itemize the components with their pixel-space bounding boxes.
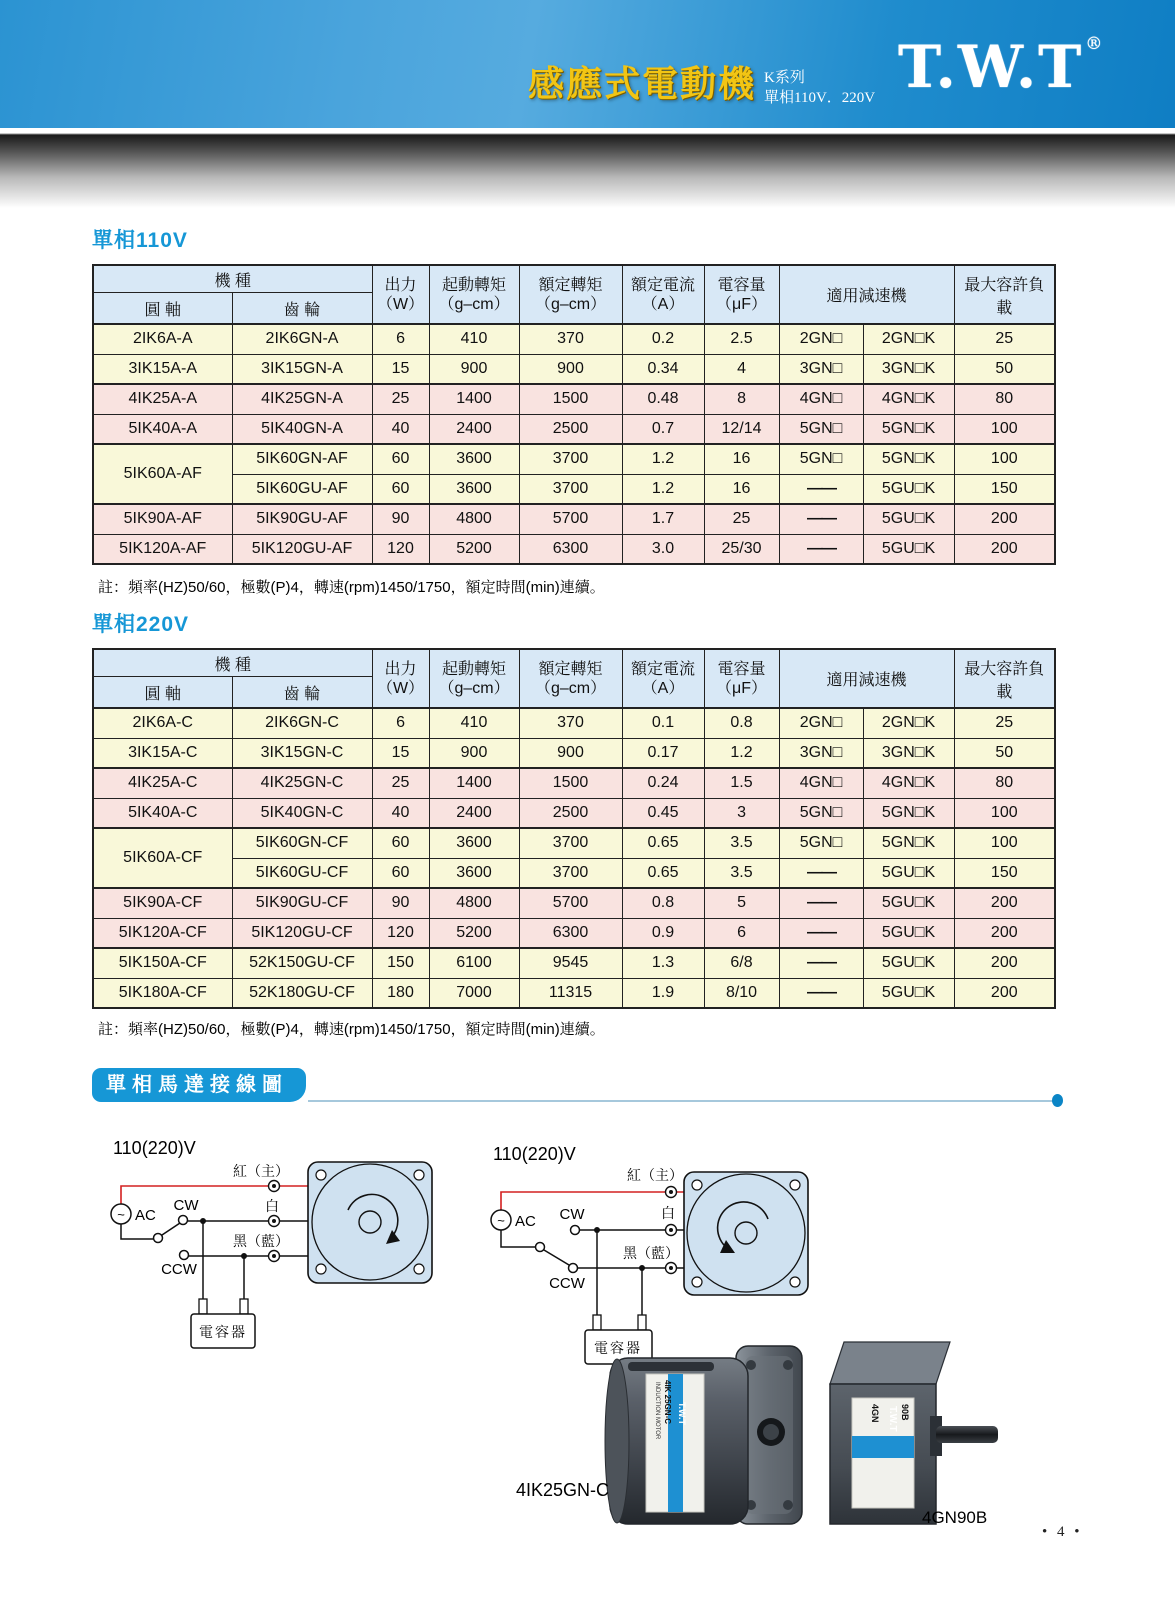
svg-text:4IK 25GN-C: 4IK 25GN-C (663, 1380, 672, 1425)
cell-start: 410 (429, 708, 519, 738)
cell-uf: 25/30 (704, 534, 779, 564)
switch-pivot (536, 1243, 545, 1252)
table-row (93, 708, 1055, 738)
section-title-220v: 單相220V (92, 613, 190, 636)
cell-rated: 2500 (519, 414, 622, 444)
cell-amp: 1.3 (622, 948, 704, 978)
cell-gnk: 5GU□K (863, 534, 954, 564)
cell-rated: 11315 (519, 978, 622, 1008)
cell-gnk: 5GN□K (863, 414, 954, 444)
banner-underline (308, 1100, 1056, 1102)
table-row (93, 474, 1055, 504)
red-main-label: 紅（主） (627, 1167, 683, 1183)
cell-load: 100 (954, 798, 1055, 828)
page-number: • 4 • (1042, 1524, 1083, 1540)
cell-gn: —— (779, 504, 863, 534)
cell-amp: 0.65 (622, 828, 704, 858)
cell-start: 5200 (429, 534, 519, 564)
cell-uf: 6 (704, 918, 779, 948)
cell-start: 7000 (429, 978, 519, 1008)
black-blue-label: 黑（藍） (233, 1233, 289, 1249)
cell-shaft: 3IK15A-A (93, 354, 232, 384)
table-row (93, 828, 1055, 858)
ccw-contact (569, 1264, 578, 1273)
cell-gnk: 5GU□K (863, 978, 954, 1008)
cell-uf: 8 (704, 384, 779, 414)
cell-w: 25 (372, 768, 429, 798)
col-output: 出力 （W） (372, 265, 429, 324)
voltage-label: 110(220)V (493, 1144, 576, 1164)
col-rated-torque: 額定轉矩 （g–cm） (519, 265, 622, 324)
col-start-torque: 起動轉矩 （g–cm） (429, 265, 519, 324)
cell-gnk: 3GN□K (863, 738, 954, 768)
gearbox-sticker (852, 1398, 914, 1508)
cell-w: 6 (372, 708, 429, 738)
cell-rated: 3700 (519, 858, 622, 888)
cell-gnk: 5GN□K (863, 444, 954, 474)
cell-amp: 0.9 (622, 918, 704, 948)
cell-w: 60 (372, 474, 429, 504)
cell-uf: 5 (704, 888, 779, 918)
wiring-diagram-cw (95, 1118, 445, 1368)
cell-gear: 5IK120GU-AF (232, 534, 372, 564)
cell-uf: 6/8 (704, 948, 779, 978)
switch-pivot (154, 1234, 163, 1243)
cell-gn: —— (779, 978, 863, 1008)
cell-gn: 4GN□ (779, 768, 863, 798)
cell-amp: 0.24 (622, 768, 704, 798)
cell-start: 3600 (429, 444, 519, 474)
cw-label: CW (559, 1206, 585, 1223)
cell-shaft: 5IK40A-A (93, 414, 232, 444)
col-gearhead: 適用減速機 (779, 265, 954, 324)
cw-contact (179, 1216, 188, 1225)
cell-start: 2400 (429, 798, 519, 828)
cell-rated: 5700 (519, 504, 622, 534)
cell-rated: 6300 (519, 534, 622, 564)
spec-table-110v (92, 264, 1056, 565)
col-gear-shaft: 齒 輪 (232, 293, 372, 325)
switch-blade (162, 1223, 180, 1235)
motor-symbol-cw (308, 1162, 432, 1283)
cell-rated: 3700 (519, 444, 622, 474)
cell-rated: 900 (519, 738, 622, 768)
table-row (93, 504, 1055, 534)
terminal-white (269, 1216, 280, 1227)
cell-gn: 5GN□ (779, 414, 863, 444)
terminal-red (269, 1181, 280, 1192)
cell-gn: —— (779, 474, 863, 504)
cell-amp: 0.8 (622, 888, 704, 918)
cell-uf: 2.5 (704, 324, 779, 354)
cell-gn: —— (779, 948, 863, 978)
cell-gn: 4GN□ (779, 384, 863, 414)
table-row (93, 354, 1055, 384)
cell-gnk: 5GU□K (863, 504, 954, 534)
ccw-contact (180, 1251, 189, 1260)
cell-rated: 370 (519, 708, 622, 738)
cell-amp: 1.2 (622, 444, 704, 474)
gearbox-photo-label: 4GN90B (922, 1508, 988, 1527)
table-row (93, 948, 1055, 978)
cell-gear: 3IK15GN-C (232, 738, 372, 768)
cell-gnk: 4GN□K (863, 384, 954, 414)
cell-gnk: 5GN□K (863, 828, 954, 858)
cw-contact (571, 1226, 580, 1235)
cell-amp: 0.34 (622, 354, 704, 384)
cell-gear: 5IK60GN-CF (232, 828, 372, 858)
cell-gear: 5IK90GU-AF (232, 504, 372, 534)
cell-amp: 0.2 (622, 324, 704, 354)
cell-uf: 3 (704, 798, 779, 828)
ac-label: AC (135, 1207, 156, 1224)
cell-gear: 4IK25GN-A (232, 384, 372, 414)
cell-gnk: 5GU□K (863, 858, 954, 888)
cell-load: 100 (954, 444, 1055, 474)
terminal-black (666, 1263, 677, 1274)
cell-load: 200 (954, 918, 1055, 948)
cell-rated: 5700 (519, 888, 622, 918)
cell-load: 50 (954, 354, 1055, 384)
cell-uf: 1.5 (704, 768, 779, 798)
cell-gear: 2IK6GN-A (232, 324, 372, 354)
cell-amp: 0.65 (622, 858, 704, 888)
cell-uf: 16 (704, 444, 779, 474)
ccw-label: CCW (549, 1275, 585, 1292)
page-title: 感應式電動機 (528, 63, 757, 104)
cell-uf: 3.5 (704, 858, 779, 888)
cell-rated: 900 (519, 354, 622, 384)
cell-w: 40 (372, 414, 429, 444)
cell-gear: 5IK120GU-CF (232, 918, 372, 948)
cell-amp: 0.45 (622, 798, 704, 828)
section-title-110v: 單相110V (92, 229, 188, 252)
svg-text:4GN: 4GN (870, 1404, 880, 1423)
cell-gear: 5IK60GU-CF (232, 858, 372, 888)
cell-uf: 25 (704, 504, 779, 534)
cell-start: 4800 (429, 504, 519, 534)
svg-text:T.W.T: T.W.T (677, 1402, 687, 1425)
col-output: 出力 （W） (372, 649, 429, 708)
cell-uf: 16 (704, 474, 779, 504)
motor-symbol-ccw (684, 1172, 808, 1295)
red-main-label: 紅（主） (233, 1163, 289, 1179)
table-row (93, 918, 1055, 948)
cell-amp: 0.48 (622, 384, 704, 414)
cell-gn: —— (779, 534, 863, 564)
cell-start: 900 (429, 354, 519, 384)
cell-start: 1400 (429, 384, 519, 414)
cell-amp: 3.0 (622, 534, 704, 564)
cell-gnk: 3GN□K (863, 354, 954, 384)
registered-mark: ® (1085, 34, 1105, 54)
cell-gn: 3GN□ (779, 738, 863, 768)
gearbox-photo (830, 1342, 998, 1524)
cell-rated: 1500 (519, 384, 622, 414)
cell-shaft: 5IK150A-CF (93, 948, 232, 978)
col-capacitance: 電容量 （μF） (704, 649, 779, 708)
white-label: 白 (661, 1205, 675, 1221)
switch-common-wire (501, 1230, 535, 1247)
motor-photo-label: 4IK25GN-C (516, 1480, 610, 1500)
switch-common-wire (121, 1224, 153, 1239)
cell-start: 3600 (429, 828, 519, 858)
product-photos (500, 1332, 1020, 1532)
cell-rated: 2500 (519, 798, 622, 828)
col-gearhead: 適用減速機 (779, 649, 954, 708)
cell-shaft: 2IK6A-A (93, 324, 232, 354)
cell-w: 180 (372, 978, 429, 1008)
motor-photo (605, 1346, 802, 1524)
col-capacitance: 電容量 （μF） (704, 265, 779, 324)
motor-sticker (646, 1374, 704, 1512)
cell-gn: 3GN□ (779, 354, 863, 384)
cell-start: 3600 (429, 474, 519, 504)
cell-start: 1400 (429, 768, 519, 798)
cell-uf: 4 (704, 354, 779, 384)
cell-start: 3600 (429, 858, 519, 888)
table-row (93, 738, 1055, 768)
cell-amp: 1.2 (622, 474, 704, 504)
svg-text:INDUCTION MOTOR: INDUCTION MOTOR (654, 1382, 660, 1440)
cell-gn: 2GN□ (779, 708, 863, 738)
cell-gear: 2IK6GN-C (232, 708, 372, 738)
col-round-shaft: 圓 軸 (93, 293, 232, 325)
cell-load: 100 (954, 828, 1055, 858)
cell-shaft: 5IK90A-AF (93, 504, 232, 534)
cell-shaft: 4IK25A-A (93, 384, 232, 414)
cell-amp: 1.9 (622, 978, 704, 1008)
svg-text:~: ~ (497, 1213, 505, 1228)
svg-text:T.W.T: T.W.T (887, 1406, 898, 1432)
cell-w: 90 (372, 888, 429, 918)
table-row (93, 858, 1055, 888)
cell-shaft: 5IK60A-AF (93, 444, 232, 504)
cell-w: 15 (372, 354, 429, 384)
cw-label: CW (173, 1197, 199, 1214)
col-model: 機 種 (93, 649, 372, 677)
col-rated-current: 額定電流 （A） (622, 649, 704, 708)
col-model: 機 種 (93, 265, 372, 293)
cell-w: 90 (372, 504, 429, 534)
cell-gn: —— (779, 918, 863, 948)
cell-gnk: 5GU□K (863, 948, 954, 978)
cell-w: 120 (372, 534, 429, 564)
cell-gn: 5GN□ (779, 798, 863, 828)
cell-gear: 5IK90GU-CF (232, 888, 372, 918)
cell-load: 150 (954, 474, 1055, 504)
header-title-group (528, 63, 876, 109)
cell-w: 15 (372, 738, 429, 768)
cell-start: 4800 (429, 888, 519, 918)
cell-gear: 5IK40GN-C (232, 798, 372, 828)
note-110v: 註：頻率(HZ)50/60，極數(P)4，轉速(rpm)1450/1750，額定時間(min)連續。 (98, 579, 605, 596)
col-start-torque: 起動轉矩 （g–cm） (429, 649, 519, 708)
cell-load: 80 (954, 384, 1055, 414)
cell-uf: 0.8 (704, 708, 779, 738)
cell-shaft: 3IK15A-C (93, 738, 232, 768)
table-row (93, 384, 1055, 414)
cell-shaft: 2IK6A-C (93, 708, 232, 738)
cell-load: 200 (954, 978, 1055, 1008)
table-row (93, 798, 1055, 828)
cell-uf: 1.2 (704, 738, 779, 768)
cell-start: 900 (429, 738, 519, 768)
cell-gear: 3IK15GN-A (232, 354, 372, 384)
red-wire (121, 1186, 308, 1204)
table-row (93, 414, 1055, 444)
cell-w: 40 (372, 798, 429, 828)
cell-amp: 0.7 (622, 414, 704, 444)
cell-start: 6100 (429, 948, 519, 978)
cell-gn: 2GN□ (779, 324, 863, 354)
cell-load: 100 (954, 414, 1055, 444)
spec-table-220v (92, 648, 1056, 1009)
cell-rated: 9545 (519, 948, 622, 978)
cell-shaft: 5IK120A-AF (93, 534, 232, 564)
voltage-range-label: 單相110V．220V (764, 90, 876, 107)
voltage-label: 110(220)V (113, 1138, 196, 1158)
cell-w: 60 (372, 828, 429, 858)
cell-gn: —— (779, 858, 863, 888)
switch-blade (544, 1250, 569, 1265)
table-row (93, 444, 1055, 474)
capacitor-label: 電容器 (594, 1340, 642, 1356)
cell-w: 150 (372, 948, 429, 978)
cell-gnk: 5GN□K (863, 798, 954, 828)
cell-gnk: 4GN□K (863, 768, 954, 798)
cell-gear: 52K150GU-CF (232, 948, 372, 978)
terminal-red (666, 1187, 677, 1198)
cell-rated: 370 (519, 324, 622, 354)
cell-start: 2400 (429, 414, 519, 444)
cell-rated: 1500 (519, 768, 622, 798)
cell-gear: 5IK40GN-A (232, 414, 372, 444)
cell-load: 25 (954, 708, 1055, 738)
cell-amp: 0.17 (622, 738, 704, 768)
cell-uf: 3.5 (704, 828, 779, 858)
cell-rated: 3700 (519, 828, 622, 858)
svg-text:90B: 90B (900, 1404, 910, 1421)
cell-amp: 0.1 (622, 708, 704, 738)
page-subtitle (764, 68, 875, 109)
col-max-load: 最大容許負載 (954, 265, 1055, 324)
cell-load: 150 (954, 858, 1055, 888)
cell-shaft: 5IK120A-CF (93, 918, 232, 948)
cell-w: 60 (372, 858, 429, 888)
cell-gnk: 2GN□K (863, 324, 954, 354)
cell-load: 80 (954, 768, 1055, 798)
wiring-section-banner: 單相馬達接線圖 (92, 1068, 306, 1102)
cell-gn: 5GN□ (779, 444, 863, 474)
table-row (93, 534, 1055, 564)
cell-gnk: 5GU□K (863, 474, 954, 504)
red-wire (501, 1192, 684, 1210)
black-blue-label: 黑（藍） (623, 1245, 679, 1261)
cell-gn: 5GN□ (779, 828, 863, 858)
col-rated-torque: 額定轉矩 （g–cm） (519, 649, 622, 708)
ccw-label: CCW (161, 1261, 197, 1278)
cell-uf: 12/14 (704, 414, 779, 444)
cell-shaft: 5IK90A-CF (93, 888, 232, 918)
table-row (93, 888, 1055, 918)
cell-start: 5200 (429, 918, 519, 948)
cell-gnk: 2GN□K (863, 708, 954, 738)
cell-uf: 8/10 (704, 978, 779, 1008)
cell-gear: 52K180GU-CF (232, 978, 372, 1008)
cell-start: 410 (429, 324, 519, 354)
cell-amp: 1.7 (622, 504, 704, 534)
cell-shaft: 5IK60A-CF (93, 828, 232, 888)
series-label: K系列 (764, 70, 805, 86)
capacitor-label: 電容器 (199, 1324, 247, 1340)
cell-w: 25 (372, 384, 429, 414)
table-row (93, 768, 1055, 798)
col-gear-shaft: 齒 輪 (232, 677, 372, 709)
cell-gear: 4IK25GN-C (232, 768, 372, 798)
header-band (0, 0, 1175, 128)
table-row (93, 324, 1055, 354)
cell-shaft: 5IK40A-C (93, 798, 232, 828)
terminal-black (269, 1251, 280, 1262)
header-shadow (0, 128, 1175, 208)
cell-load: 200 (954, 534, 1055, 564)
cell-w: 120 (372, 918, 429, 948)
cell-load: 25 (954, 324, 1055, 354)
cell-load: 200 (954, 888, 1055, 918)
table-row (93, 978, 1055, 1008)
terminal-white (666, 1225, 677, 1236)
cell-gear: 5IK60GN-AF (232, 444, 372, 474)
col-round-shaft: 圓 軸 (93, 677, 232, 709)
brand-logo: T.W.T ® (898, 33, 1105, 101)
cell-rated: 6300 (519, 918, 622, 948)
cell-rated: 3700 (519, 474, 622, 504)
cell-shaft: 5IK180A-CF (93, 978, 232, 1008)
banner-end-dot (1052, 1094, 1063, 1107)
cell-gear: 5IK60GU-AF (232, 474, 372, 504)
col-rated-current: 額定電流 （A） (622, 265, 704, 324)
cell-w: 60 (372, 444, 429, 474)
cell-shaft: 4IK25A-C (93, 768, 232, 798)
cell-gn: —— (779, 888, 863, 918)
col-max-load: 最大容許負載 (954, 649, 1055, 708)
note-220v: 註：頻率(HZ)50/60，極數(P)4，轉速(rpm)1450/1750，額定時間(min)連續。 (98, 1021, 605, 1038)
cell-load: 50 (954, 738, 1055, 768)
svg-text:~: ~ (117, 1207, 125, 1222)
cell-gnk: 5GU□K (863, 888, 954, 918)
white-label: 白 (265, 1198, 279, 1214)
cell-load: 200 (954, 504, 1055, 534)
cell-gnk: 5GU□K (863, 918, 954, 948)
ac-label: AC (515, 1213, 536, 1230)
cell-load: 200 (954, 948, 1055, 978)
cell-w: 6 (372, 324, 429, 354)
